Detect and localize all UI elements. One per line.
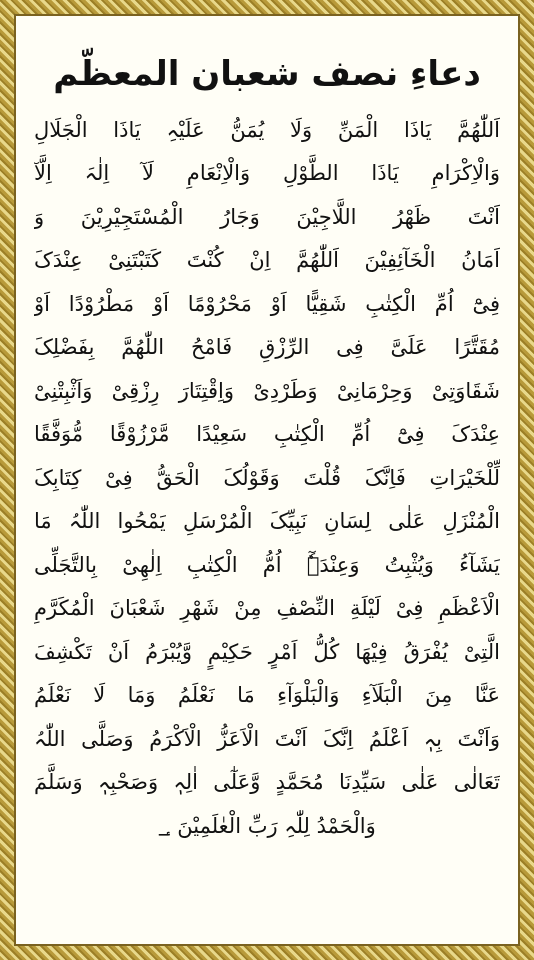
text-line: الَّتِیْ یُفْرَقُ فِیْھَا کُلُّ اَمْرٍ حَکِیْمٍ وَّیُبْرَمُ اَنْ تَکْشِفَ bbox=[34, 639, 500, 664]
text-line: مُقَتَّرًا عَلَیَّ فِی الرِّزْقِ فَامْحُ اللّٰھُمَّ بِفَضْلِکَ bbox=[34, 335, 500, 360]
text-line: یَشَآءُ وَیُثْبِتُ وَعِنْدَہٗٓ اُمُّ الْکِتٰبِ اِلٰھِیْ بِالتَّجَلِّی bbox=[34, 552, 500, 577]
page-title: دعاءِ نصف شعبان المعظّم bbox=[53, 54, 481, 94]
text-line: اَمَانُ الْخَآئِفِیْنَ اَللّٰھُمَّ اِنْ کُنْتَ کَتَبْتَنِیْ عِنْدَکَ bbox=[34, 248, 500, 273]
text-line: وَالْاِکْرَامِ یَاذَا الطَّوْلِ وَالْاِنْعَامِ لَآ اِلٰہَ اِلَّآ bbox=[34, 161, 500, 186]
text-line: لِّلْخَیْرَاتِ فَاِنَّکَ قُلْتَ وَقَوْلُکَ الْحَقُّ فِیْ کِتَابِکَ bbox=[34, 465, 500, 490]
text-line: عِنْدَکَ فِیْٓ اُمِّ الْکِتٰبِ سَعِیْدًا مَّرْزُوْقًا مُّوَفَّقًا bbox=[34, 422, 500, 447]
text-line: وَاَنْتَ بِہٖ اَعْلَمُ اِنَّکَ اَنْتَ الْاَعَزُّ الْاَکْرَمُ وَصَلَّی اللّٰہُ bbox=[34, 726, 500, 751]
text-line: شَقَاوَتِیْ وَحِرْمَانِیْ وَطَرْدِیْ وَاِقْتِتَارَ رِزْقِیْ وَاَثْبِتْنِیْ bbox=[34, 378, 500, 403]
text-line: الْاَعْظَمِ فِیْ لَیْلَةِ النِّصْفِ مِنْ شَھْرِ شَعْبَانَ الْمُکَرَّمِ bbox=[34, 596, 500, 621]
document-page bbox=[14, 14, 520, 946]
text-line: الْمُنْزَلِ عَلٰی لِسَانِ نَبِیِّکَ الْمُرْسَلِ یَمْحُوا اللّٰہُ مَا bbox=[34, 509, 500, 534]
text-line: تَعَالٰی عَلٰی سَیِّدِنَا مُحَمَّدٍ وَّعَلٰٓی اٰلِہٖ وَصَحْبِہٖ وَسَلَّمَ bbox=[34, 770, 500, 795]
text-line: عَنَّا مِنَ الْبَلَآءِ وَالْبَلْوَآءِ مَا نَعْلَمُ وَمَا لَا نَعْلَمُ bbox=[34, 683, 500, 708]
text-line: وَالْحَمْدُ لِلّٰہِ رَبِّ الْعٰلَمِیْنَ ؀ bbox=[158, 813, 376, 838]
prayer-text bbox=[34, 109, 500, 849]
text-line: اَللّٰھُمَّ یَاذَا الْمَنِّ وَلَا یُمَنُّ عَلَیْہِ یَاذَا الْجَلَالِ bbox=[34, 117, 500, 142]
text-line: اَنْتَ ظَھْرُ اللَّاجِیْنَ وَجَارُ الْمُسْتَجِیْرِیْنَ وَ bbox=[34, 204, 500, 229]
text-line: فِیْٓ اُمِّ الْکِتٰبِ شَقِیًّا اَوْ مَحْرُوْمًا اَوْ مَطْرُوْدًا اَوْ bbox=[34, 291, 500, 316]
